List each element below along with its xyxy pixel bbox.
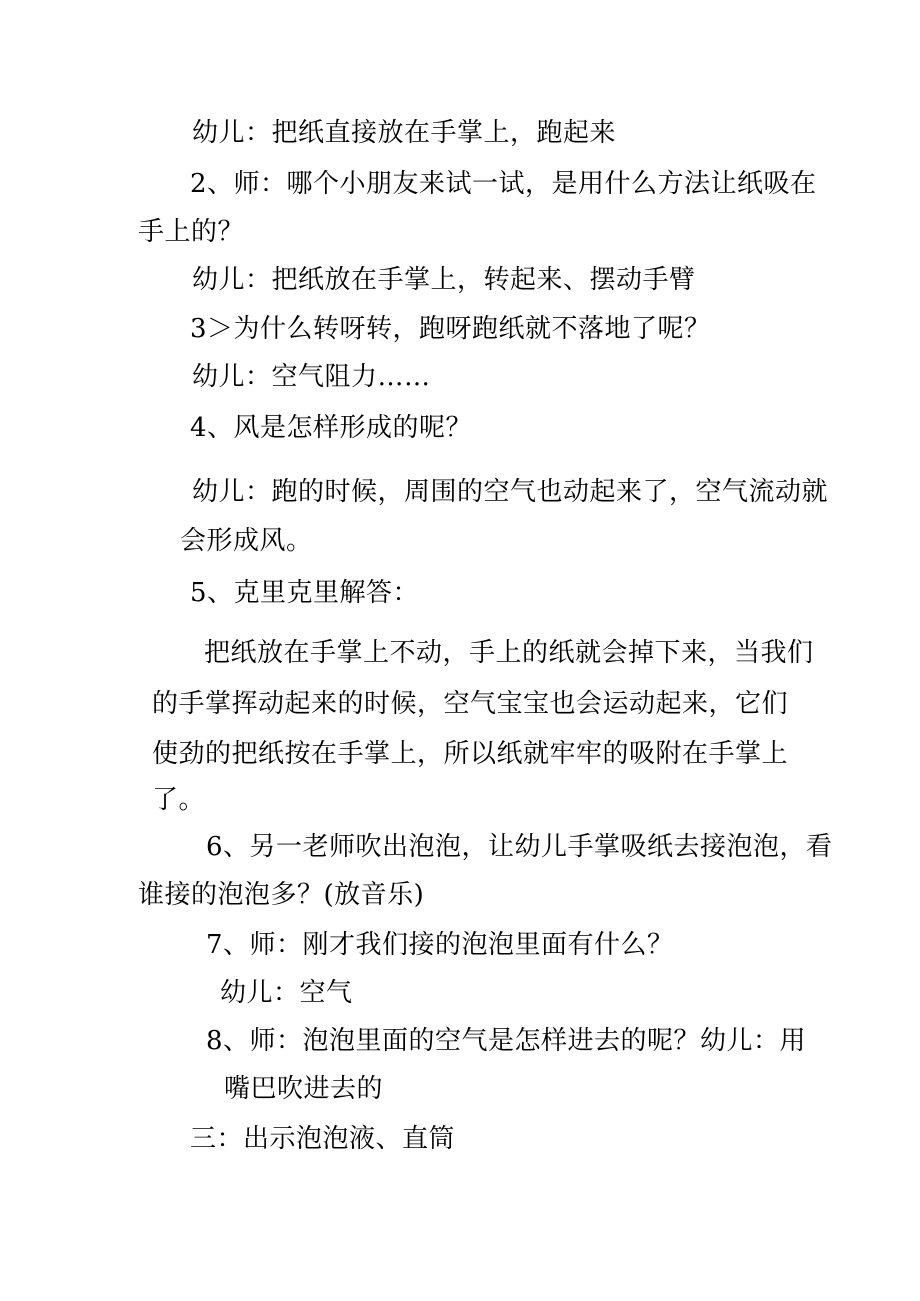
text-line-13: 使劲的把纸按在手掌上，所以纸就牢牢的吸附在手掌上 <box>152 739 789 769</box>
text-line-11: 把纸放在手掌上不动，手上的纸就会掉下来，当我们 <box>204 638 814 668</box>
text-line-2: 2、师：哪个小朋友来试一试，是用什么方法让纸吸在 <box>190 169 817 199</box>
text-line-9: 会形成风。 <box>180 526 313 556</box>
text-line-8: 幼儿：跑的时候，周围的空气也动起来了，空气流动就 <box>192 477 829 507</box>
text-line-4: 幼儿：把纸放在手掌上，转起来、摆动手臂 <box>192 265 696 295</box>
text-line-6: 幼儿：空气阻力…… <box>192 362 431 392</box>
text-line-7: 4、风是怎样形成的呢？ <box>190 413 473 443</box>
text-line-16: 谁接的泡泡多？(放音乐) <box>138 880 425 910</box>
text-line-17: 7、师：刚才我们接的泡泡里面有什么？ <box>206 930 674 960</box>
text-line-3: 手上的？ <box>138 217 245 247</box>
text-line-15: 6、另一老师吹出泡泡，让幼儿手掌吸纸去接泡泡，看 <box>206 832 833 862</box>
text-line-21: 三：出示泡泡液、直筒 <box>190 1124 456 1154</box>
text-line-14: 了。 <box>152 785 206 815</box>
text-line-10: 5、克里克里解答： <box>190 578 420 608</box>
text-line-12: 的手掌挥动起来的时候，空气宝宝也会运动起来，它们 <box>152 689 789 719</box>
text-line-20: 嘴巴吹进去的 <box>224 1074 384 1104</box>
text-line-19: 8、师：泡泡里面的空气是怎样进去的呢？幼儿：用 <box>206 1026 807 1056</box>
text-line-5: 3＞为什么转呀转，跑呀跑纸就不落地了呢？ <box>190 314 711 344</box>
text-line-1: 幼儿：把纸直接放在手掌上，跑起来 <box>192 118 617 148</box>
text-line-18: 幼儿：空气 <box>220 978 353 1008</box>
